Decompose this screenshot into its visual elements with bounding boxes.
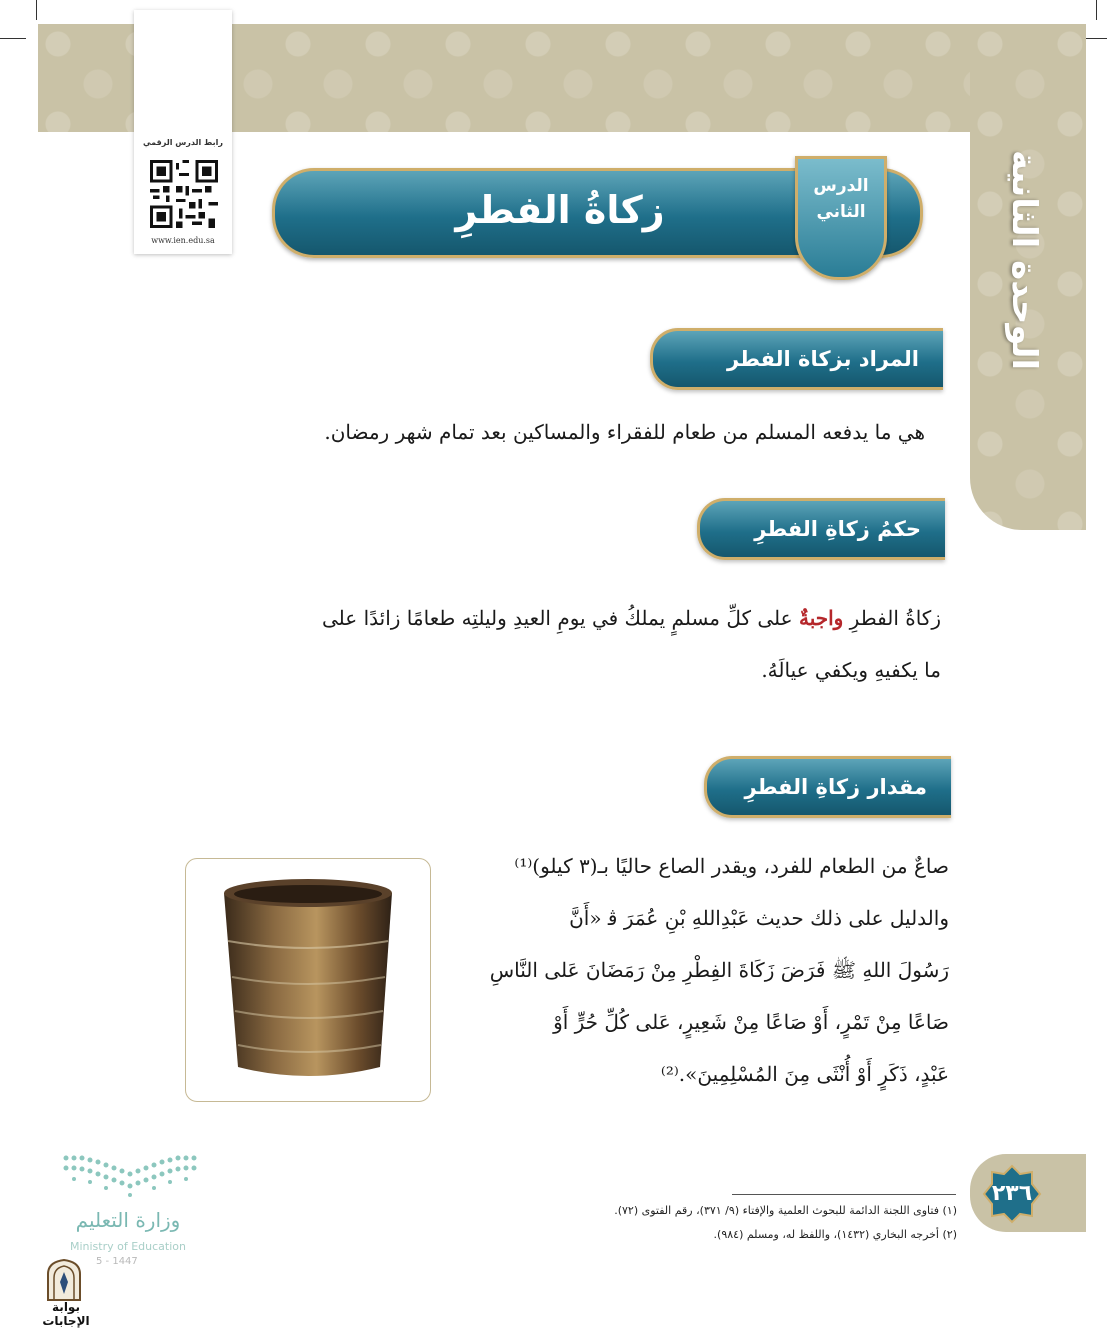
ruling-text-part: على كلِّ مسلمٍ يملكُ في يومِ العيدِ وليلتِه طعامًا زائدًا على [322,606,799,630]
unit-title: الوحدة الثانية [1004,149,1044,371]
section-heading-text: حكمُ زكاةِ الفطرِ [754,517,921,541]
saa-vessel-image [186,859,430,1101]
lesson-badge-line1: الدرس [813,176,869,196]
section-heading-text: مقدار زكاةِ الفطرِ [744,775,927,799]
saa-image-frame [185,858,431,1102]
section-heading [697,498,945,560]
ruling-text-line2: ما يكفيهِ ويكفي عيالَهُ. [761,658,941,682]
crop-mark [1096,0,1097,20]
footnote: (٢) أخرجه البخاري (١٤٣٢)، واللفظ له، ومسلم (٩٨٤). [713,1228,957,1241]
portal-name[interactable]: بوابة الإجابات [42,1300,90,1328]
section-heading [704,756,951,818]
crop-mark [36,0,37,20]
section-heading-text: المراد بزكاة الفطر [727,347,919,371]
amount-text-line: عَبْدٍ، ذَكَرٍ أَوْ أُنْثَى مِنَ المُسْلِمِينَ».⁽²⁾ [660,1062,949,1086]
obligatory-highlight: واجبةٌ [798,606,844,630]
footnote-separator [732,1194,956,1195]
amount-text-line: صَاعًا مِنْ تَمْرٍ، أَوْ صَاعًا مِنْ شَعِيرٍ، عَلى كُلِّ حُرٍّ أَوْ [553,1010,949,1034]
ministry-year: 5 - 1447 [96,1256,138,1267]
ruling-text-part: زكاةُ الفطرِ [843,606,941,630]
page-number: ٢٣٦ [991,1181,1033,1206]
qr-url[interactable]: www.ien.edu.sa [151,236,215,245]
portal-logo-icon [44,1258,84,1302]
crop-mark [0,38,26,39]
qr-label: رابط الدرس الرقمي [143,138,223,147]
ministry-name-en: Ministry of Education [69,1240,186,1253]
ministry-logo-icon [62,1152,198,1198]
footnote: (١) فتاوى اللجنة الدائمة للبحوث العلمية والإفتاء (٩/ ٣٧١)، رقم الفتوى (٧٢). [614,1204,957,1217]
definition-text: هي ما يدفعه المسلم من طعام للفقراء والمساكين بعد تمام شهر رمضان. [324,420,925,444]
qr-code-icon[interactable] [150,156,218,232]
ministry-name-ar: وزارة التعليم [75,1208,181,1232]
qr-card[interactable] [134,10,232,254]
amount-text-line: رَسُولَ اللهِ ﷺ فَرَضَ زَكَاةَ الفِطْرِ مِنْ رَمَضَانَ عَلى النَّاسِ [489,958,949,982]
ruling-text-line1 [171,592,941,644]
amount-text-line: صاعٌ من الطعام للفرد، ويقدر الصاع حاليًا بـ(٣ كيلو)⁽¹⁾ [514,854,949,878]
lesson-badge-line2: الثاني [816,202,866,222]
amount-text-line: والدليل على ذلك حديث عَبْدِاللهِ بْنِ عُمَرَ ﭬ «أَنَّ [569,906,949,930]
lesson-title: زكاةُ الفطرِ [455,188,665,232]
section-heading [650,328,943,390]
